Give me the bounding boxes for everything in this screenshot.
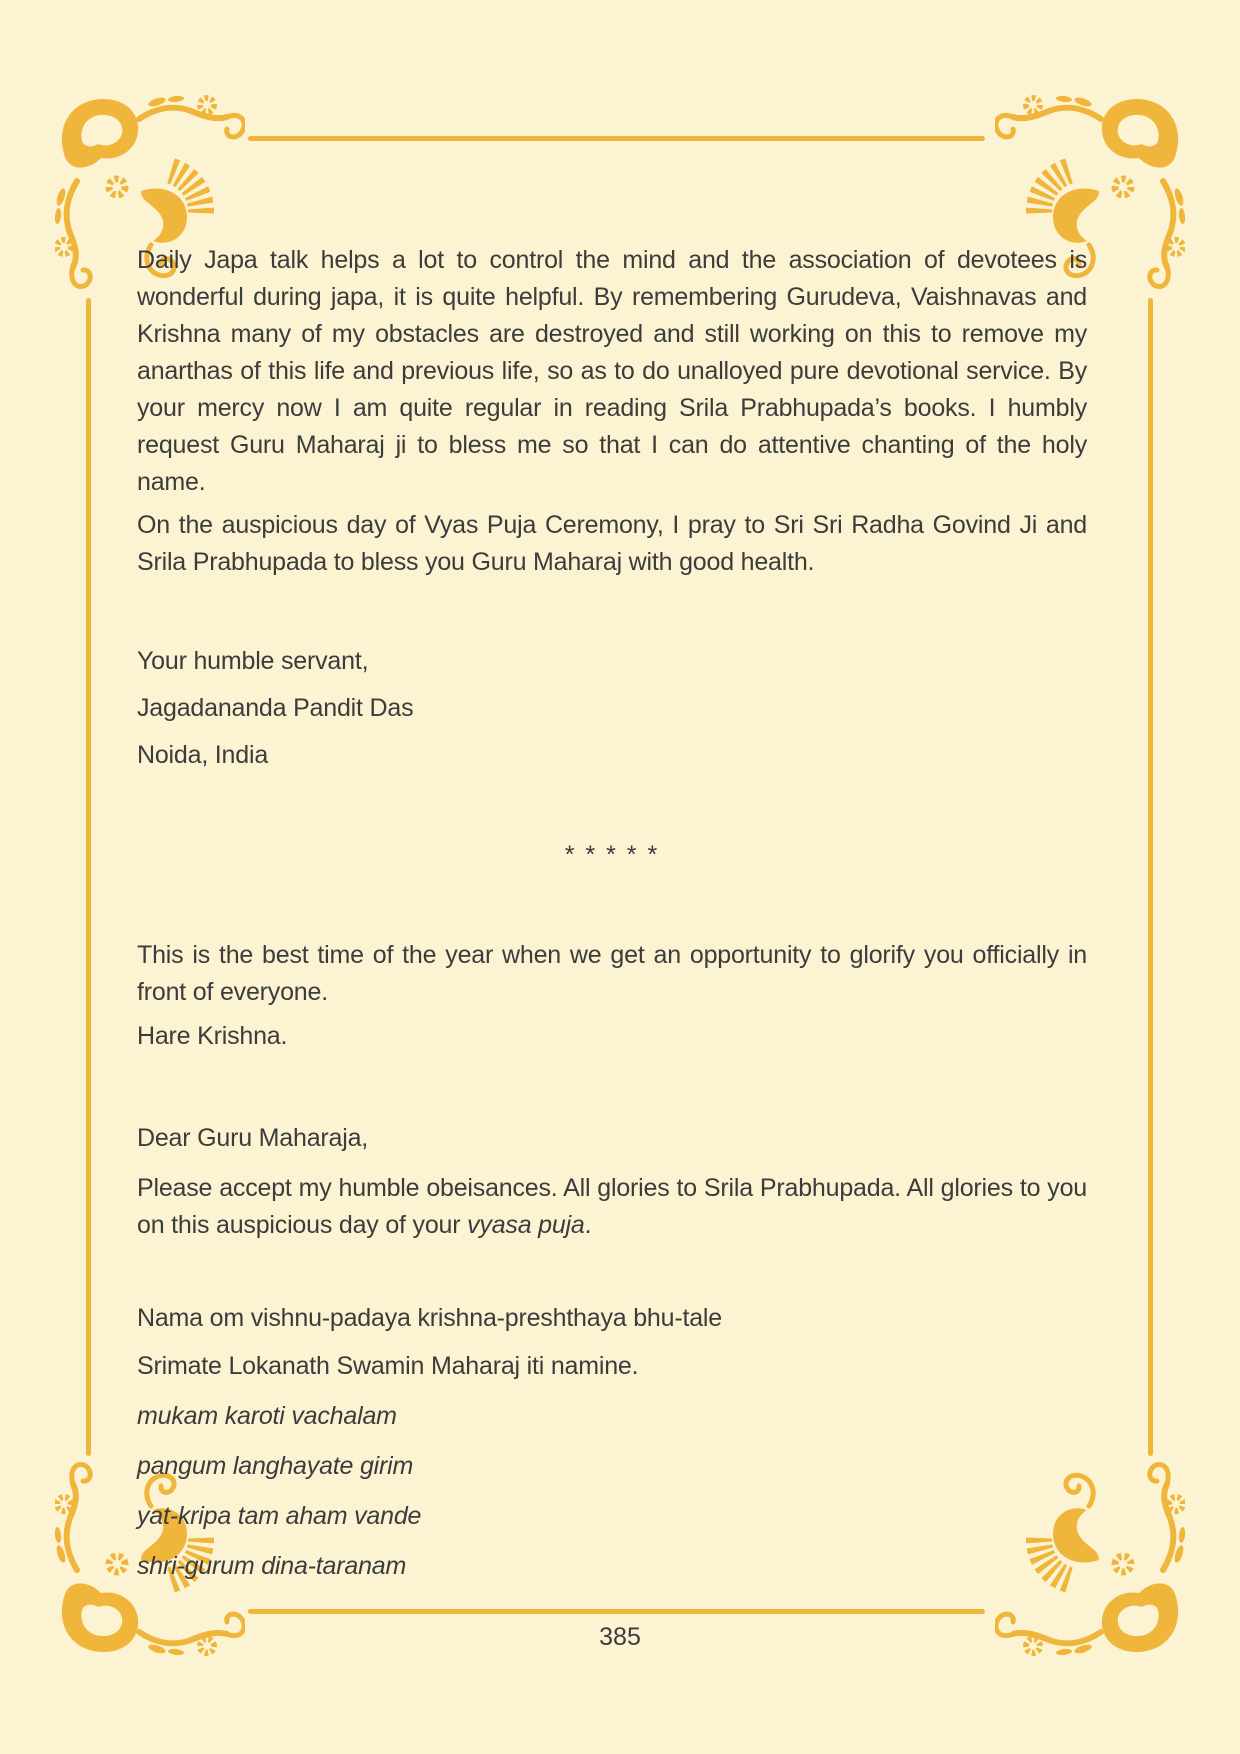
page-number: 385	[599, 1623, 641, 1651]
signoff-line: Your humble servant,	[137, 647, 369, 675]
border-line-right	[1148, 298, 1153, 1456]
greeting-line: Hare Krishna.	[137, 1022, 288, 1050]
border-line-bottom	[248, 1609, 985, 1614]
pranam-mantra-line-1: Nama om vishnu-padaya krishna-preshthaya bhu-tale	[137, 1304, 722, 1332]
obeisances-paragraph	[137, 1170, 1087, 1244]
mukam-verse-line-4: shri-gurum dina-taranam	[137, 1552, 407, 1580]
obeisances-period: .	[584, 1211, 592, 1239]
opening-line: This is the best time of the year when we get an opportunity to glorify you officially in front of everyone.	[137, 941, 1087, 1006]
border-line-top	[248, 136, 985, 141]
closing-paragraph-2: On the auspicious day of Vyas Puja Ceremony, I pray to Sri Sri Radha Govind Ji and Srila Prabhupada to bless you Guru Maharaj with good health.	[137, 511, 1087, 576]
salutation-line: Dear Guru Maharaja,	[137, 1124, 369, 1152]
border-line-left	[86, 298, 91, 1456]
obeisances-text: Please accept my humble obeisances. All glories to Srila Prabhupada. All glories to you on this auspicious day of your	[137, 1174, 1087, 1239]
obeisances-italic-phrase: vyasa puja	[467, 1211, 585, 1239]
signature-location: Noida, India	[137, 741, 269, 769]
mukam-verse-line-1: mukam karoti vachalam	[137, 1402, 397, 1430]
section-separator: * * * * *	[564, 841, 660, 869]
mukam-verse-line-2: pangum langhayate girim	[137, 1452, 414, 1480]
signature-name: Jagadananda Pandit Das	[137, 694, 414, 722]
pranam-mantra-line-2: Srimate Lokanath Swamin Maharaj iti namine.	[137, 1352, 639, 1380]
letter-text-content	[137, 242, 1087, 1597]
closing-paragraph-1: Daily Japa talk helps a lot to control the mind and the association of devotees is wonderful during japa, it is quite helpful. By remembering Gurudeva, Vaishnavas and Krishna many of my obstacles are destroyed and still working on this to remove my anarthas of this life and previous life, so as to do unalloyed pure devotional service. By your mercy now I am quite regular in reading Srila Prabhupada’s books. I humbly request Guru Maharaj ji to bless me so that I can do attentive chanting of the holy name.	[137, 246, 1087, 496]
mukam-verse-line-3: yat-kripa tam aham vande	[137, 1502, 422, 1530]
